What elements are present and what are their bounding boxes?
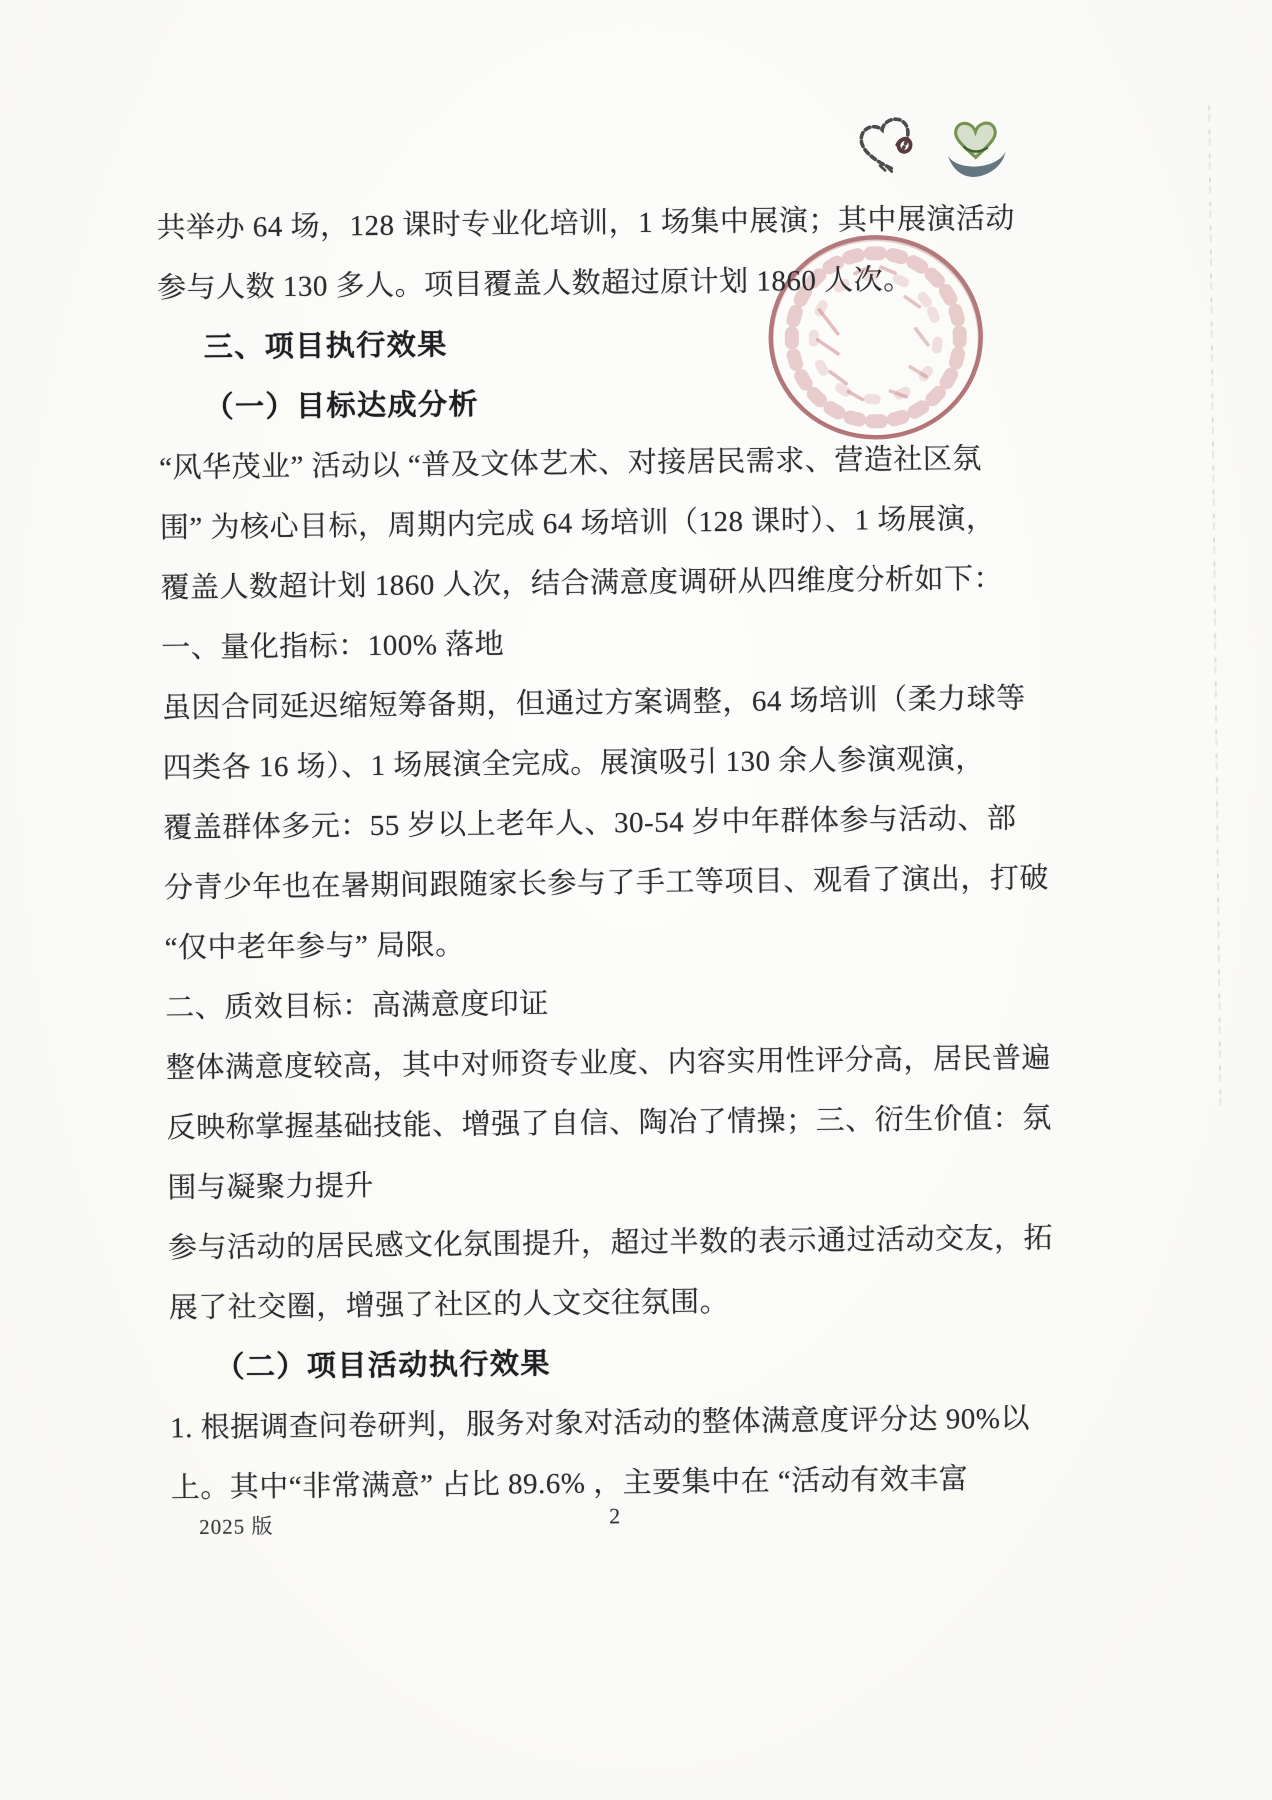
text-line: 虽因合同延迟缩短筹备期，但通过方案调整，64 场培训（柔力球等 [161,682,1026,725]
text-line: 1. 根据调查问卷研判，服务对象对活动的整体满意度评分达 90%以 [169,1402,1031,1445]
text-line: 四类各 16 场）、1 场展演全完成。展演吸引 130 余人参演观演， [162,743,985,785]
text-line: 参与人数 130 多人。项目覆盖人数超过原计划 1860 人次。 [156,263,913,305]
text-line: 一、量化指标：100% 落地 [161,628,505,665]
document-body [156,188,1055,1518]
text-line: 围” 为核心目标，周期内完成 64 场培训（128 课时）、1 场展演， [159,502,996,545]
text-line: “风华茂业” 活动以 “普及文体艺术、对接居民需求、营造社区氛 [159,443,982,485]
section-heading: （一）目标达成分析 [204,388,480,424]
text-line: 覆盖群体多元：55 岁以上老年人、30-54 岁中年群体参与活动、部 [163,802,1017,845]
text-line: 覆盖人数超计划 1860 人次，结合满意度调研从四维度分析如下： [160,562,1004,605]
text-line: 整体满意度较高，其中对师资专业度、内容实用性评分高，居民普遍 [165,1042,1052,1085]
text-line: 分青少年也在暑期间跟随家长参与了手工等项目、观看了演出，打破 [163,862,1050,905]
text-line: 展了社交圈，增强了社区的人文交往氛围。 [168,1286,730,1325]
section-heading: 三、项目执行效果 [203,329,449,364]
footer-page-number: 2 [608,1503,621,1529]
section-heading: （二）项目活动执行效果 [215,1348,552,1384]
text-line: “仅中老年参与” 局限。 [164,928,465,965]
heart-scribble-logo [855,111,920,178]
text-line: 二、质效目标：高满意度印证 [165,988,549,1025]
footer-version-label: 2025 版 [199,1514,274,1540]
text-line: 反映称掌握基础技能、增强了自信、陶冶了情操；三、衍生价值：氛 [166,1102,1052,1145]
hands-holding-heart-logo [939,116,1012,181]
text-line: 参与活动的居民感文化氛围提升，超过半数的表示通过活动交友，拓 [167,1222,1054,1265]
scan-scratch-line [1208,105,1221,1105]
text-line: 共举办 64 场，128 课时专业化培训，1 场集中展演；其中展演活动 [156,202,1016,245]
text-line: 围与凝聚力提升 [167,1170,375,1205]
text-line: 上。其中“非常满意” 占比 89.6% ，主要集中在 “活动有效丰富 [170,1463,969,1505]
